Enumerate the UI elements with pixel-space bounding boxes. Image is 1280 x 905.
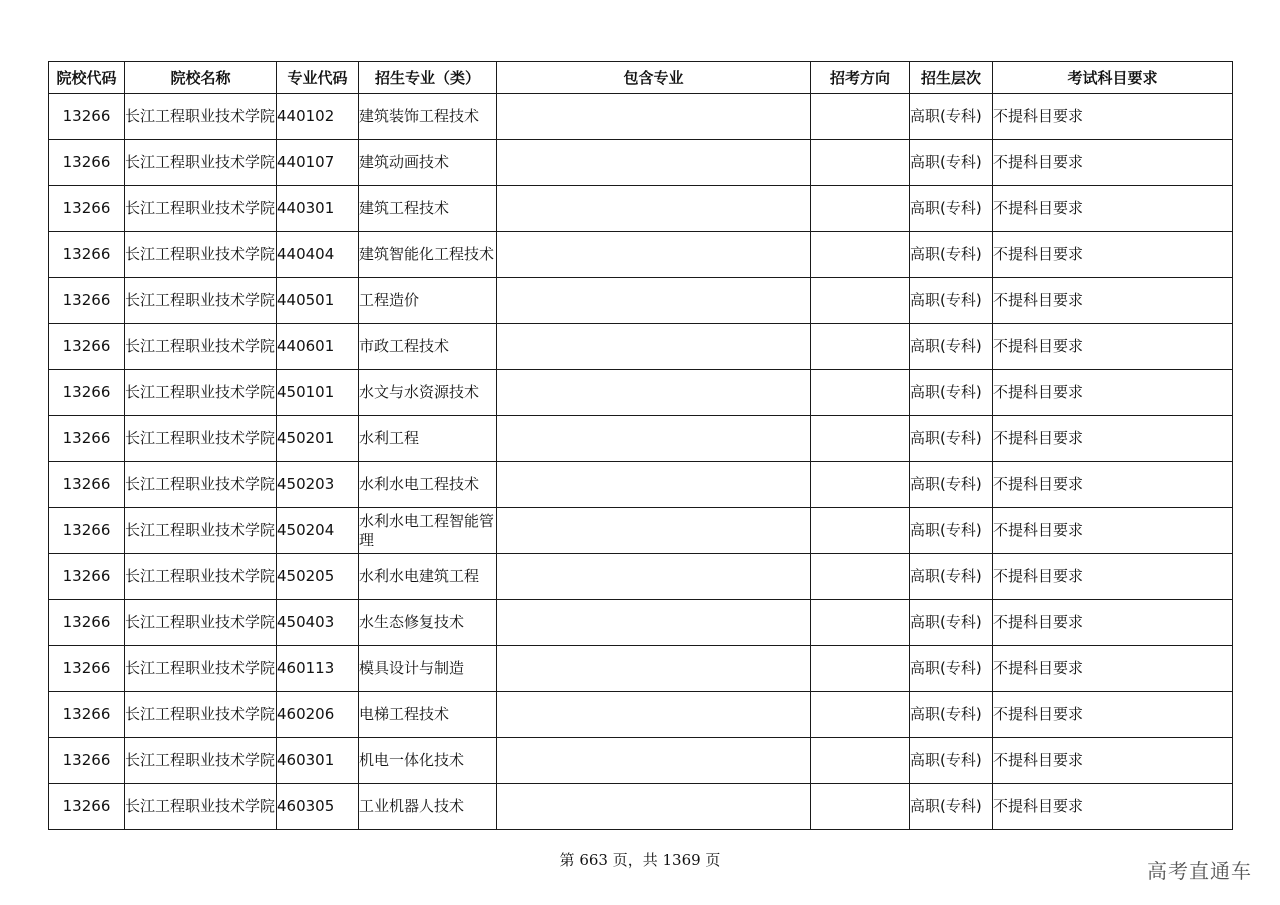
subject-requirement-cell: 不提科目要求	[993, 416, 1233, 462]
major-code-cell: 450205	[277, 554, 359, 600]
school-code-cell: 13266	[49, 554, 125, 600]
school-name-cell: 长江工程职业技术学院	[125, 646, 277, 692]
school-code-cell: 13266	[49, 140, 125, 186]
level-cell: 高职(专科)	[910, 784, 993, 830]
included-majors-cell	[497, 370, 811, 416]
subject-requirement-cell: 不提科目要求	[993, 278, 1233, 324]
included-majors-cell	[497, 278, 811, 324]
included-majors-cell	[497, 692, 811, 738]
major-cell: 水生态修复技术	[359, 600, 497, 646]
included-majors-cell	[497, 416, 811, 462]
table-row	[49, 94, 1233, 140]
major-code-cell: 450101	[277, 370, 359, 416]
included-majors-cell	[497, 94, 811, 140]
major-code-cell: 460206	[277, 692, 359, 738]
page-number: 第 663 页，共 1369 页	[559, 851, 721, 869]
major-cell: 工业机器人技术	[359, 784, 497, 830]
major-code-cell: 440102	[277, 94, 359, 140]
major-cell: 电梯工程技术	[359, 692, 497, 738]
table-row	[49, 186, 1233, 232]
subject-requirement-cell: 不提科目要求	[993, 646, 1233, 692]
school-code-cell: 13266	[49, 600, 125, 646]
school-code-cell: 13266	[49, 692, 125, 738]
major-code-cell: 450203	[277, 462, 359, 508]
table-row	[49, 462, 1233, 508]
school-code-cell: 13266	[49, 738, 125, 784]
school-name-cell: 长江工程职业技术学院	[125, 94, 277, 140]
school-name-cell: 长江工程职业技术学院	[125, 324, 277, 370]
table-row	[49, 278, 1233, 324]
header-major: 招生专业（类）	[359, 62, 497, 94]
table-row	[49, 416, 1233, 462]
level-cell: 高职(专科)	[910, 140, 993, 186]
direction-cell	[811, 416, 910, 462]
included-majors-cell	[497, 140, 811, 186]
level-cell: 高职(专科)	[910, 554, 993, 600]
major-cell: 水利工程	[359, 416, 497, 462]
major-code-cell: 450201	[277, 416, 359, 462]
major-cell: 水利水电工程智能管理	[359, 508, 497, 554]
major-code-cell: 450403	[277, 600, 359, 646]
included-majors-cell	[497, 186, 811, 232]
school-code-cell: 13266	[49, 462, 125, 508]
direction-cell	[811, 232, 910, 278]
school-name-cell: 长江工程职业技术学院	[125, 186, 277, 232]
direction-cell	[811, 646, 910, 692]
subject-requirement-cell: 不提科目要求	[993, 232, 1233, 278]
school-name-cell: 长江工程职业技术学院	[125, 784, 277, 830]
header-included-majors: 包含专业	[497, 62, 811, 94]
level-cell: 高职(专科)	[910, 508, 993, 554]
table-row	[49, 508, 1233, 554]
direction-cell	[811, 94, 910, 140]
watermark-text: 高考直通车	[1147, 859, 1252, 883]
school-name-cell: 长江工程职业技术学院	[125, 692, 277, 738]
table-row	[49, 324, 1233, 370]
direction-cell	[811, 554, 910, 600]
level-cell: 高职(专科)	[910, 94, 993, 140]
school-name-cell: 长江工程职业技术学院	[125, 462, 277, 508]
major-code-cell: 460305	[277, 784, 359, 830]
level-cell: 高职(专科)	[910, 324, 993, 370]
subject-requirement-cell: 不提科目要求	[993, 554, 1233, 600]
school-name-cell: 长江工程职业技术学院	[125, 738, 277, 784]
included-majors-cell	[497, 600, 811, 646]
subject-requirement-cell: 不提科目要求	[993, 186, 1233, 232]
school-code-cell: 13266	[49, 416, 125, 462]
direction-cell	[811, 508, 910, 554]
subject-requirement-cell: 不提科目要求	[993, 324, 1233, 370]
school-code-cell: 13266	[49, 324, 125, 370]
school-code-cell: 13266	[49, 94, 125, 140]
major-code-cell: 440301	[277, 186, 359, 232]
school-code-cell: 13266	[49, 232, 125, 278]
school-name-cell: 长江工程职业技术学院	[125, 600, 277, 646]
included-majors-cell	[497, 784, 811, 830]
table-row	[49, 646, 1233, 692]
school-name-cell: 长江工程职业技术学院	[125, 370, 277, 416]
direction-cell	[811, 278, 910, 324]
subject-requirement-cell: 不提科目要求	[993, 784, 1233, 830]
level-cell: 高职(专科)	[910, 600, 993, 646]
school-code-cell: 13266	[49, 278, 125, 324]
table-row	[49, 600, 1233, 646]
school-name-cell: 长江工程职业技术学院	[125, 416, 277, 462]
header-direction: 招考方向	[811, 62, 910, 94]
subject-requirement-cell: 不提科目要求	[993, 692, 1233, 738]
major-cell: 建筑装饰工程技术	[359, 94, 497, 140]
header-school-code: 院校代码	[49, 62, 125, 94]
table-row	[49, 140, 1233, 186]
level-cell: 高职(专科)	[910, 462, 993, 508]
level-cell: 高职(专科)	[910, 738, 993, 784]
school-name-cell: 长江工程职业技术学院	[125, 140, 277, 186]
table-row	[49, 692, 1233, 738]
header-subject-requirement: 考试科目要求	[993, 62, 1233, 94]
major-code-cell: 460113	[277, 646, 359, 692]
major-cell: 模具设计与制造	[359, 646, 497, 692]
major-code-cell: 440404	[277, 232, 359, 278]
subject-requirement-cell: 不提科目要求	[993, 738, 1233, 784]
subject-requirement-cell: 不提科目要求	[993, 140, 1233, 186]
major-cell: 建筑智能化工程技术	[359, 232, 497, 278]
table-row	[49, 370, 1233, 416]
table-row	[49, 784, 1233, 830]
table-row	[49, 232, 1233, 278]
level-cell: 高职(专科)	[910, 692, 993, 738]
direction-cell	[811, 140, 910, 186]
major-code-cell: 440601	[277, 324, 359, 370]
direction-cell	[811, 600, 910, 646]
direction-cell	[811, 324, 910, 370]
major-cell: 水利水电工程技术	[359, 462, 497, 508]
major-code-cell: 460301	[277, 738, 359, 784]
direction-cell	[811, 738, 910, 784]
direction-cell	[811, 692, 910, 738]
school-name-cell: 长江工程职业技术学院	[125, 554, 277, 600]
direction-cell	[811, 784, 910, 830]
included-majors-cell	[497, 232, 811, 278]
direction-cell	[811, 462, 910, 508]
school-code-cell: 13266	[49, 508, 125, 554]
major-code-cell: 440107	[277, 140, 359, 186]
level-cell: 高职(专科)	[910, 416, 993, 462]
school-code-cell: 13266	[49, 646, 125, 692]
enrollment-table	[48, 61, 1233, 830]
major-code-cell: 440501	[277, 278, 359, 324]
included-majors-cell	[497, 462, 811, 508]
table-row	[49, 554, 1233, 600]
subject-requirement-cell: 不提科目要求	[993, 508, 1233, 554]
table-row	[49, 738, 1233, 784]
header-school-name: 院校名称	[125, 62, 277, 94]
level-cell: 高职(专科)	[910, 186, 993, 232]
school-code-cell: 13266	[49, 784, 125, 830]
level-cell: 高职(专科)	[910, 370, 993, 416]
school-code-cell: 13266	[49, 186, 125, 232]
table-body	[49, 94, 1233, 830]
major-cell: 工程造价	[359, 278, 497, 324]
subject-requirement-cell: 不提科目要求	[993, 462, 1233, 508]
school-name-cell: 长江工程职业技术学院	[125, 232, 277, 278]
level-cell: 高职(专科)	[910, 278, 993, 324]
table-header-row	[49, 62, 1233, 94]
included-majors-cell	[497, 554, 811, 600]
direction-cell	[811, 186, 910, 232]
major-cell: 机电一体化技术	[359, 738, 497, 784]
major-cell: 水利水电建筑工程	[359, 554, 497, 600]
level-cell: 高职(专科)	[910, 232, 993, 278]
major-cell: 建筑工程技术	[359, 186, 497, 232]
school-name-cell: 长江工程职业技术学院	[125, 278, 277, 324]
direction-cell	[811, 370, 910, 416]
school-name-cell: 长江工程职业技术学院	[125, 508, 277, 554]
subject-requirement-cell: 不提科目要求	[993, 94, 1233, 140]
subject-requirement-cell: 不提科目要求	[993, 370, 1233, 416]
included-majors-cell	[497, 324, 811, 370]
major-cell: 建筑动画技术	[359, 140, 497, 186]
major-code-cell: 450204	[277, 508, 359, 554]
major-cell: 水文与水资源技术	[359, 370, 497, 416]
level-cell: 高职(专科)	[910, 646, 993, 692]
included-majors-cell	[497, 738, 811, 784]
major-cell: 市政工程技术	[359, 324, 497, 370]
school-code-cell: 13266	[49, 370, 125, 416]
header-major-code: 专业代码	[277, 62, 359, 94]
included-majors-cell	[497, 646, 811, 692]
subject-requirement-cell: 不提科目要求	[993, 600, 1233, 646]
included-majors-cell	[497, 508, 811, 554]
header-level: 招生层次	[910, 62, 993, 94]
